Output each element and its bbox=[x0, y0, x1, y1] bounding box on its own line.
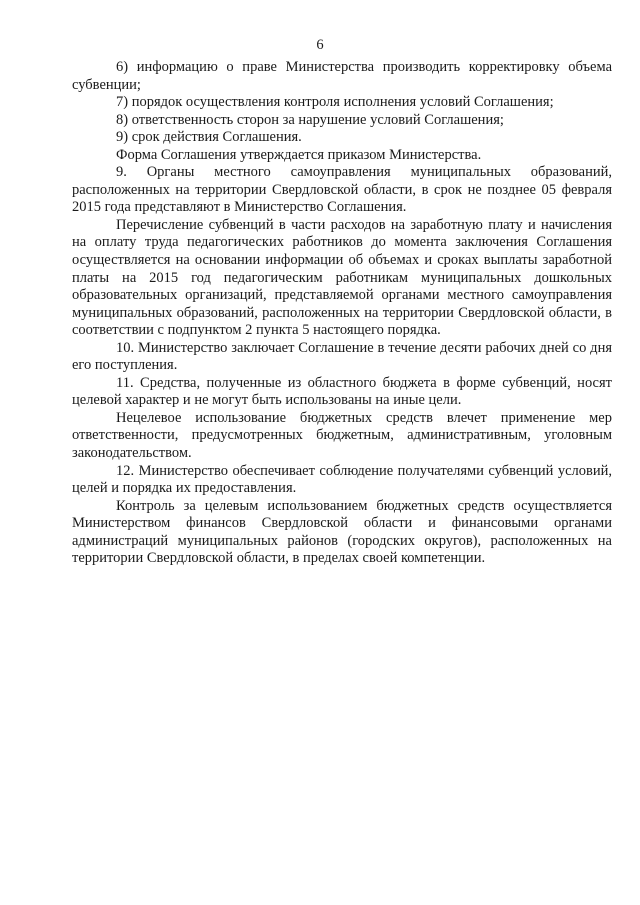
paragraph-clause-10: 10. Министерство заключает Соглашение в течение десяти рабочих дней со дня его поступления. bbox=[72, 339, 612, 374]
paragraph-item-7: 7) порядок осуществления контроля исполнения условий Соглашения; bbox=[116, 94, 554, 111]
paragraph-item-6: 6) информацию о праве Министерства производить корректировку объема субвенции; bbox=[72, 59, 612, 93]
paragraph-misuse-liability: Нецелевое использование бюджетных средств влечет применение мер ответственности, предусмотренных бюджетным, административным, уголовным законодательством. bbox=[72, 409, 612, 462]
paragraph-subvention-transfer: Перечисление субвенций в части расходов на заработную плату и начисления на оплату труда педагогических работников до момента заключения Соглашения осуществляется на основании информации об объемах и сроках выплаты заработной платы на 2015 год педагогическим работникам муниципальных дошкольных образовательных организаций, представляемой органами местного самоуправления муниципальных образований, расположенных на территории Свердловской области, в соответствии с подпунктом 2 пункта 5 настоящего порядка. bbox=[72, 216, 612, 339]
document-body bbox=[72, 59, 612, 568]
paragraph-item-9: 9) срок действия Соглашения. bbox=[116, 129, 302, 146]
page-number: 6 bbox=[316, 37, 324, 53]
paragraph-clause-11: 11. Средства, полученные из областного бюджета в форме субвенций, носят целевой характер и не могут быть использованы на иные цели. bbox=[72, 374, 612, 409]
paragraph-agreement-form: Форма Соглашения утверждается приказом Министерства. bbox=[116, 146, 482, 163]
paragraph-clause-12: 12. Министерство обеспечивает соблюдение получателями субвенций условий, целей и порядка их предоставления. bbox=[72, 462, 612, 497]
paragraph-item-8: 8) ответственность сторон за нарушение условий Соглашения; bbox=[116, 111, 504, 128]
paragraph-clause-9: 9. Органы местного самоуправления муниципальных образований, расположенных на территории Свердловской области, в срок не позднее 05 февраля 2015 года представляют в Министерство Соглашения. bbox=[72, 164, 612, 216]
paragraph-control: Контроль за целевым использованием бюджетных средств осуществляется Министерством финансов Свердловской области и финансовыми органами администраций муниципальных районов (городских округов), расположенных на территории Свердловской области, в пределах своей компетенции. bbox=[72, 497, 612, 567]
